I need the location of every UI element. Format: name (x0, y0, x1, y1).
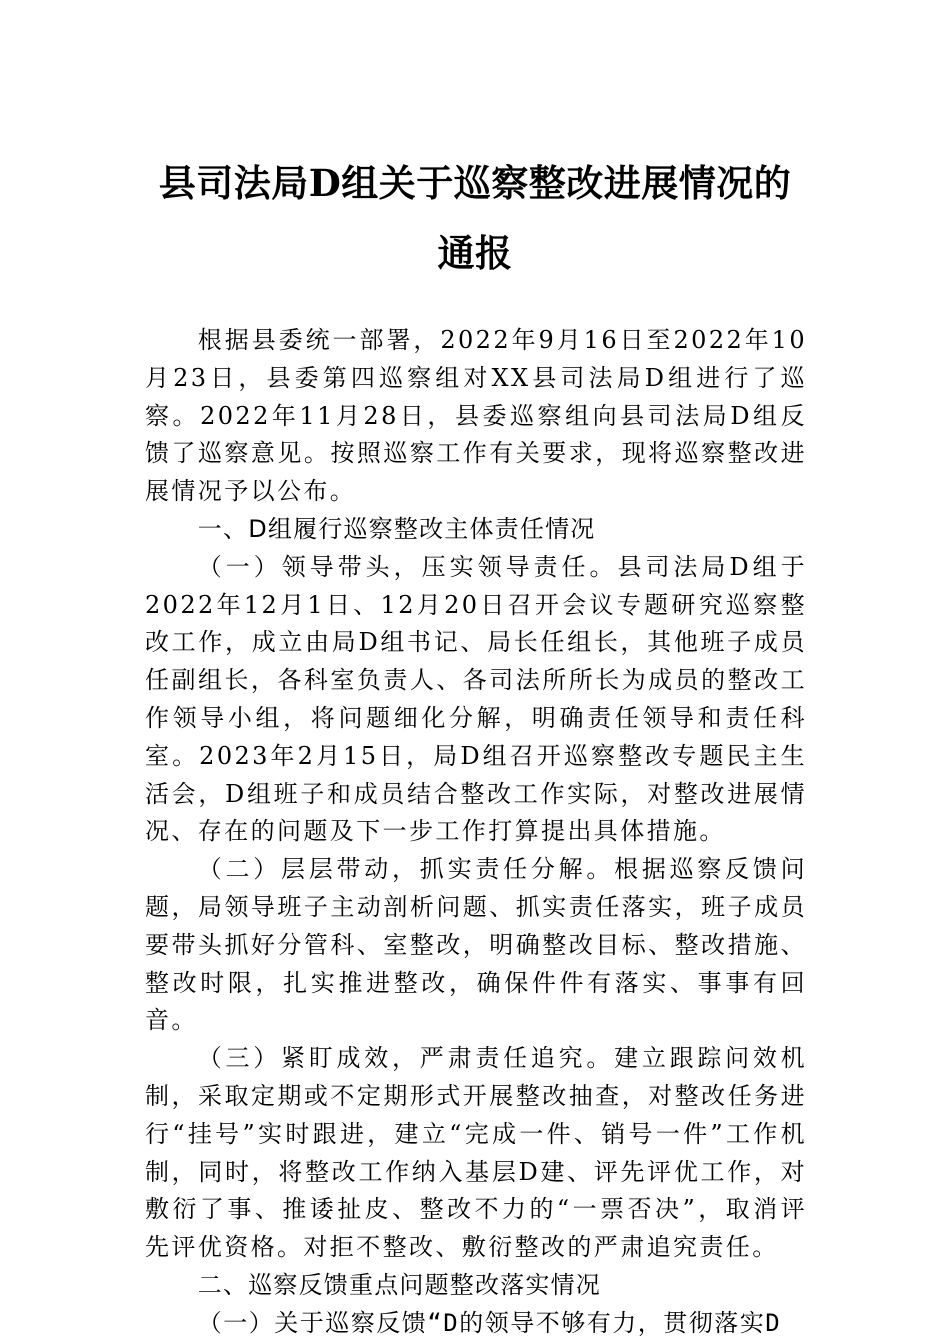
document-body (145, 322, 807, 1343)
paragraph-1-1: （一）领导带头，压实领导责任。县司法局D组于2022年12月1日、12月20日召开会议专题研究巡察整改工作，成立由局D组书记、局长任组长，其他班子成员任副组长，各科室负责人、各司法所所长为成员的整改工作领导小组，将问题细化分解，明确责任领导和责任科室。2023年2月15日，局D组召开巡察整改专题民主生活会，D组班子和成员结合整改工作实际，对整改进展情况、存在的问题及下一步工作打算提出具体措施。 (145, 552, 807, 846)
section-heading-2: 二、巡察反馈重点问题整改落实情况 (197, 1270, 601, 1299)
paragraph-2-1: （一）关于巡察反馈“D的领导不够有力，贯彻落实D (197, 1308, 782, 1337)
paragraph-intro: 根据县委统一部署，2022年9月16日至2022年10月23日，县委第四巡察组对XX县司法局D组进行了巡察。2022年11月28日，县委巡察组向县司法局D组反馈了巡察意见。按照巡察工作有关要求，现将巡察整改进展情况予以公布。 (145, 326, 807, 506)
paragraph-1-2: （二）层层带动，抓实责任分解。根据巡察反馈问题，局领导班子主动剖析问题、抓实责任落实，班子成员要带头抓好分管科、室整改，明确整改目标、整改措施、整改时限，扎实推进整改，确保件件有落实、事事有回音。 (145, 855, 807, 1035)
section-heading-1: 一、D组履行巡察整改主体责任情况 (197, 514, 596, 543)
document-title: 县司法局D组关于巡察整改进展情况的通报 (158, 161, 792, 275)
paragraph-1-3: （三）紧盯成效，严肃责任追究。建立跟踪问效机制，采取定期或不定期形式开展整改抽查，对整改任务进行“挂号”实时跟进，建立“完成一件、销号一件”工作机制，同时，将整改工作纳入基层D建、评先评优工作，对敷衍了事、推诿扯皮、整改不力的“一票否决”，取消评先评优资格。对拒不整改、敷衍整改的严肃追究责任。 (145, 1044, 807, 1262)
